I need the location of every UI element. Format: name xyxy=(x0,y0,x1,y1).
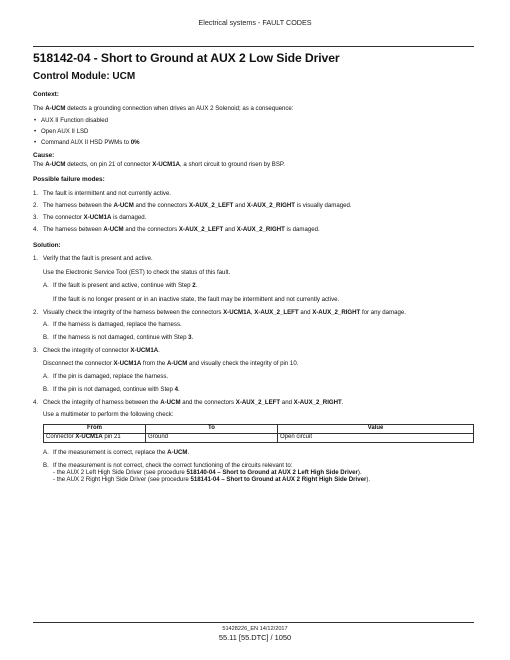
step-1-instruction: Use the Electronic Service Tool (EST) to check the status of this fault. xyxy=(43,269,231,277)
solution-steps-cont-3 xyxy=(33,399,474,406)
cell-from: Connector X-UCM1A pin 21 xyxy=(44,433,146,442)
step-2-option-b: B. If the harness is not damaged, continue with Step 3. xyxy=(43,334,194,342)
list-item: 1. The fault is intermittent and not currently active. xyxy=(33,189,172,197)
page-content xyxy=(33,51,474,483)
list-item: • AUX II Function disabled xyxy=(33,117,474,124)
document-code: 51428226_EN 14/12/2017 xyxy=(222,626,288,632)
page-footer xyxy=(0,626,510,642)
step-3-option-b: B. If the pin is not damaged, continue with Step 4. xyxy=(43,385,180,393)
list-item: 3. The connector X-UCM1A is damaged. xyxy=(33,214,147,222)
running-header: Electrical systems - FAULT CODES xyxy=(198,18,312,27)
solution-step-4: 4. Check the integrity of harness between the A-UCM and the connectors X-AUX_2_LEFT and X-AUX_2_RIGHT. xyxy=(33,399,344,407)
step-1-option-a: A. If the fault is present and active, continue with Step 2. xyxy=(43,282,198,290)
cause-heading: Cause: xyxy=(33,152,55,160)
solution-steps-cont-2 xyxy=(33,347,474,354)
page-reference: 55.11 [55.DTC] / 1050 xyxy=(218,633,292,642)
list-item: • Command AUX II HSD PWMs to 0% xyxy=(33,139,474,146)
column-header-value: Value xyxy=(278,424,474,433)
list-item: 2. The harness between the A-UCM and the connectors X-AUX_2_LEFT and X-AUX_2_RIGHT is visually damaged. xyxy=(33,201,352,209)
solution-step-3: 3. Check the integrity of connector X-UCM1A. xyxy=(33,347,160,355)
control-module-heading: Control Module: UCM xyxy=(33,71,136,83)
solution-step-2: 2. Visually check the integrity of the harness between the connectors X-UCM1A, X-AUX_2_LEFT and X-AUX_2_RIGHT for any damage. xyxy=(33,308,407,316)
table-header-row xyxy=(44,424,474,433)
header-rule xyxy=(33,46,474,47)
failure-modes-heading: Possible failure modes: xyxy=(33,176,105,184)
failure-modes-list xyxy=(33,190,474,234)
solution-steps-cont xyxy=(33,309,474,316)
step-4-option-b: B. If the measurement is not correct, check the correct functioning of the circuits relevant to: - the AUX 2 Left High Side Driver (see procedure 518140-04 – Short to Ground at AUX 2 Left High Side Driver). - the AUX 2 Right High Side Driver (see procedure 518141-04 – Short to Ground at AUX 2 Right High Side Driver). xyxy=(43,461,371,484)
footer-rule xyxy=(33,622,474,623)
fault-code-title: 518142-04 - Short to Ground at AUX 2 Low Side Driver xyxy=(33,51,340,65)
cell-to: Ground xyxy=(146,433,278,442)
solution-steps xyxy=(33,255,474,262)
cell-value: Open circuit xyxy=(278,433,474,442)
cause-text: The A-UCM detects, on pin 21 of connector X-UCM1A, a short circuit to ground risen by BSP. xyxy=(33,161,285,169)
step-4-option-a: A. If the measurement is correct, replace the A-UCM. xyxy=(43,448,190,456)
list-item: 4. The harness between A-UCM and the connectors X-AUX_2_LEFT and X-AUX_2_RIGHT is damaged. xyxy=(33,226,320,234)
context-consequences-list xyxy=(33,117,474,147)
step-1-option-b: If the fault is no longer present or in an inactive state, the fault may be intermittent and not currently active. xyxy=(53,295,340,303)
column-header-from: From xyxy=(44,424,146,433)
solution-heading: Solution: xyxy=(33,241,61,249)
multimeter-check-table xyxy=(43,424,474,443)
context-intro: The A-UCM detects a grounding connection when drives an AUX 2 Solenoid; as a consequence: xyxy=(33,104,294,112)
context-heading: Context: xyxy=(33,91,59,99)
step-4-instruction: Use a multimeter to perform the following check: xyxy=(43,411,174,419)
step-3-option-a: A. If the pin is damaged, replace the harness. xyxy=(43,372,169,380)
list-item: • Open AUX II LSD xyxy=(33,128,474,135)
solution-step-1: 1. Verify that the fault is present and active. xyxy=(33,255,153,263)
step-2-option-a: A. If the harness is damaged, replace the harness. xyxy=(43,321,182,328)
step-3-instruction: Disconnect the connector X-UCM1A from the A-UCM and visually check the integrity of pin 10. xyxy=(43,359,299,367)
column-header-to: To xyxy=(146,424,278,433)
table-row xyxy=(44,433,474,442)
